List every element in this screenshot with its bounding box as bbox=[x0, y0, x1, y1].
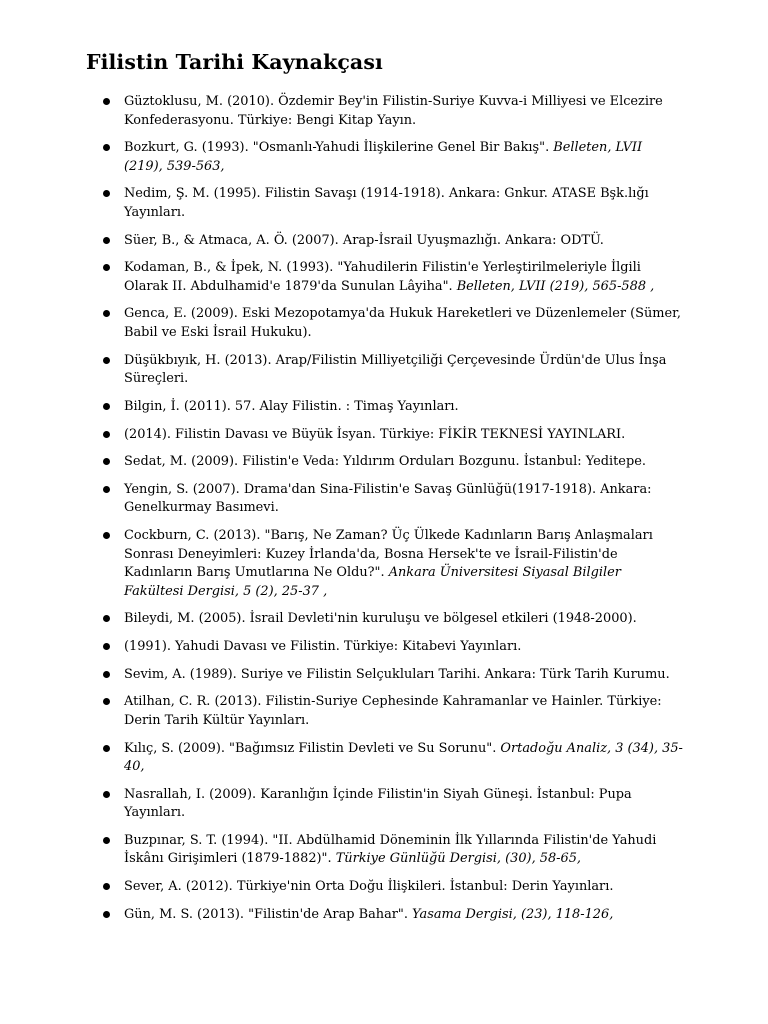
reference-text: Sedat, M. (2009). Filistin'e Veda: Yıldırım Orduları Bozgunu. İstanbul: Yeditepe. bbox=[124, 454, 646, 470]
reference-text: Cockburn, C. (2013). "Barış, Ne Zaman? Üç Ülkede Kadınların Barış Anlaşmaları Sonrası Deneyimleri: Kuzey İrlanda'da, Bosna Hersek'te ve İsrail-Filistin'de Kadınların Barış Umutlarına Ne Oldu?". bbox=[124, 528, 653, 581]
bullet-icon bbox=[103, 486, 110, 493]
reference-text: Buzpınar, S. T. (1994). "II. Abdülhamid Döneminin İlk Yıllarında Filistin'de Yahudi İskânı Girişimleri (1879-1882)". bbox=[124, 832, 657, 867]
bullet-icon bbox=[103, 98, 110, 105]
reference-text: (1991). Yahudi Davası ve Filistin. Türkiye: Kitabevi Yayınları. bbox=[124, 638, 522, 654]
bullet-icon bbox=[103, 615, 110, 622]
bullet-icon bbox=[103, 458, 110, 465]
bullet-icon bbox=[103, 403, 110, 410]
bullet-icon bbox=[103, 791, 110, 798]
bullet-icon bbox=[103, 264, 110, 271]
reference-text: Nasrallah, I. (2009). Karanlığın İçinde Filistin'in Siyah Güneşi. İstanbul: Pupa Yayınları. bbox=[124, 786, 632, 821]
reference-item bbox=[0, 481, 684, 518]
reference-text: Yengin, S. (2007). Drama'dan Sina-Filistin'e Savaş Günlüğü(1917-1918). Ankara: Genelkurmay Basımevi. bbox=[124, 481, 652, 516]
bullet-icon bbox=[103, 911, 110, 918]
reference-item bbox=[0, 259, 684, 296]
reference-text: Kılıç, S. (2009). "Bağımsız Filistin Devleti ve Su Sorunu". bbox=[124, 740, 501, 756]
bullet-icon bbox=[103, 698, 110, 705]
reference-journal: Ankara Üniversitesi Siyasal Bilgiler Fakültesi Dergisi, 5 (2), 25-37 , bbox=[124, 565, 621, 599]
reference-item bbox=[0, 638, 684, 657]
document-title: Filistin Tarihi Kaynakçası bbox=[86, 50, 383, 74]
reference-text: Gün, M. S. (2013). "Filistin'de Arap Bahar". bbox=[124, 906, 413, 922]
bullet-icon bbox=[103, 144, 110, 151]
bullet-icon bbox=[103, 745, 110, 752]
reference-item bbox=[0, 305, 684, 342]
reference-text: Sevim, A. (1989). Suriye ve Filistin Selçukluları Tarihi. Ankara: Türk Tarih Kurumu. bbox=[124, 666, 670, 682]
reference-item bbox=[0, 610, 684, 629]
reference-journal: Türkiye Günlüğü Dergisi, (30), 58-65, bbox=[335, 851, 582, 867]
reference-text: Atilhan, C. R. (2013). Filistin-Suriye Cephesinde Kahramanlar ve Hainler. Türkiye: Derin Tarih Kültür Yayınları. bbox=[124, 694, 662, 728]
bullet-icon bbox=[103, 190, 110, 197]
reference-item bbox=[0, 786, 684, 823]
bullet-icon bbox=[103, 883, 110, 890]
reference-journal: Ortadoğu Analiz, 3 (34), 35-40, bbox=[124, 740, 683, 774]
reference-list bbox=[0, 93, 768, 933]
bullet-icon bbox=[103, 431, 110, 438]
reference-item bbox=[0, 185, 684, 222]
bullet-icon bbox=[103, 357, 110, 364]
reference-item bbox=[0, 666, 684, 685]
reference-text: Genca, E. (2009). Eski Mezopotamya'da Hukuk Hareketleri ve Düzenlemeler (Sümer, Babil ve Eski İsrail Hukuku). bbox=[124, 306, 681, 340]
reference-text: Kodaman, B., & İpek, N. (1993). "Yahudilerin Filistin'e Yerleştirilmeleriyle İlgili Olarak II. Abdulhamid'e 1879'da Sunulan Lâyiha". bbox=[124, 260, 641, 294]
reference-item bbox=[0, 426, 684, 445]
reference-item bbox=[0, 527, 684, 601]
reference-item bbox=[0, 453, 684, 472]
reference-item bbox=[0, 878, 684, 897]
reference-item bbox=[0, 693, 684, 730]
bullet-icon bbox=[103, 837, 110, 844]
reference-text: Nedim, Ş. M. (1995). Filistin Savaşı (1914-1918). Ankara: Gnkur. ATASE Bşk.lığı Yayınları. bbox=[124, 186, 649, 220]
reference-journal: Belleten, LVII (219), 539-563, bbox=[124, 140, 643, 174]
reference-item bbox=[0, 232, 684, 251]
reference-text: Bilgin, İ. (2011). 57. Alay Filistin. : Timaş Yayınları. bbox=[124, 398, 459, 414]
reference-text: Sever, A. (2012). Türkiye'nin Orta Doğu İlişkileri. İstanbul: Derin Yayınları. bbox=[124, 879, 614, 895]
reference-text: Bileydi, M. (2005). İsrail Devleti'nin kuruluşu ve bölgesel etkileri (1948-2000). bbox=[124, 611, 637, 627]
bullet-icon bbox=[103, 532, 110, 539]
reference-item bbox=[0, 352, 684, 389]
reference-text: Süer, B., & Atmaca, A. Ö. (2007). Arap-İsrail Uyuşmazlığı. Ankara: ODTÜ. bbox=[124, 232, 604, 248]
reference-journal: Belleten, LVII (219), 565-588 , bbox=[456, 278, 655, 294]
reference-item bbox=[0, 398, 684, 417]
reference-text: Güztoklusu, M. (2010). Özdemir Bey'in Filistin-Suriye Kuvva-i Milliyesi ve Elcezire Konfederasyonu. Türkiye: Bengi Kitap Yayın. bbox=[124, 94, 663, 128]
bullet-icon bbox=[103, 643, 110, 650]
bullet-icon bbox=[103, 671, 110, 678]
reference-item bbox=[0, 93, 684, 130]
reference-item bbox=[0, 139, 684, 176]
reference-text: Bozkurt, G. (1993). "Osmanlı-Yahudi İlişkilerine Genel Bir Bakış". bbox=[124, 140, 554, 156]
reference-text: (2014). Filistin Davası ve Büyük İsyan. Türkiye: FİKİR TEKNESİ YAYINLARI. bbox=[124, 426, 626, 442]
bullet-icon bbox=[103, 310, 110, 317]
bullet-icon bbox=[103, 237, 110, 244]
reference-item bbox=[0, 832, 684, 869]
reference-text: Düşükbıyık, H. (2013). Arap/Filistin Milliyetçiliği Çerçevesinde Ürdün'de Ulus İnşa Süreçleri. bbox=[124, 352, 667, 387]
reference-journal: Yasama Dergisi, (23), 118-126, bbox=[412, 906, 614, 922]
reference-item bbox=[0, 740, 684, 777]
reference-item bbox=[0, 906, 684, 925]
